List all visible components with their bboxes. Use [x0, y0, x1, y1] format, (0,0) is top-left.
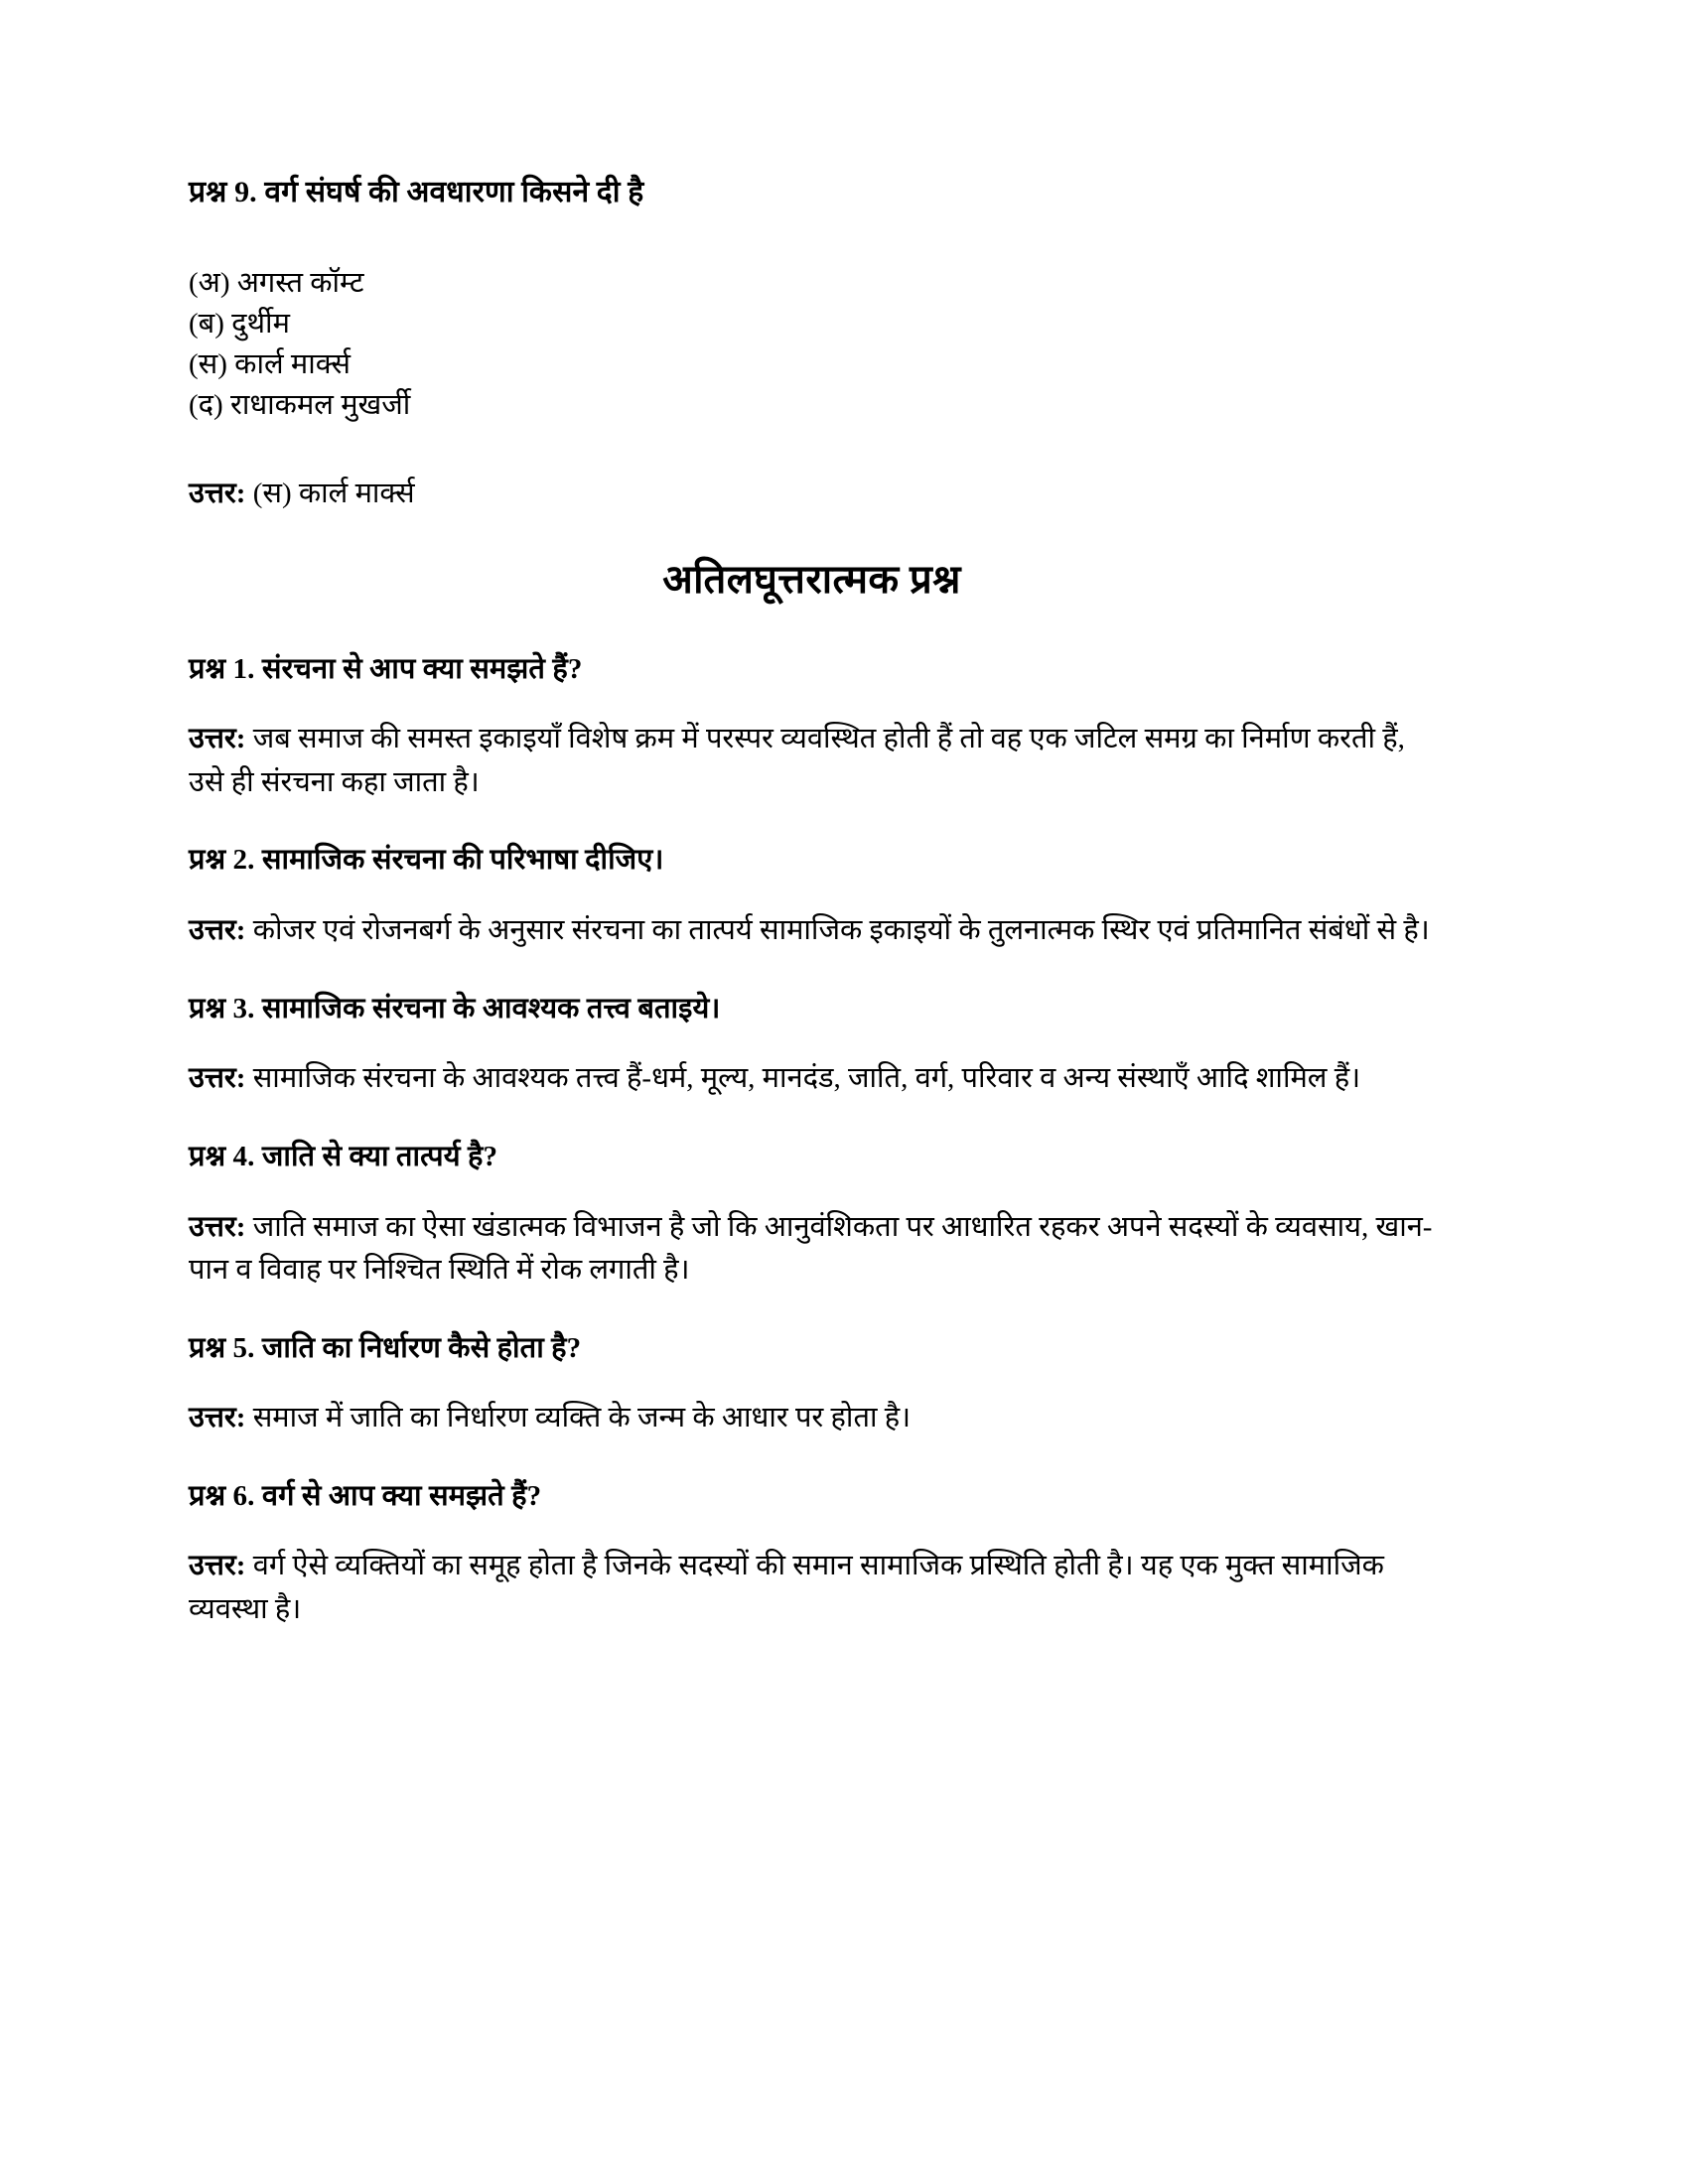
qa-item-2	[189, 842, 1435, 952]
qa-answer-5	[189, 1397, 1435, 1440]
section-heading: अतिलघूत्तरात्मक प्रश्न	[662, 556, 961, 602]
qa-item-3	[189, 991, 1435, 1101]
qa-item-6	[189, 1478, 1435, 1632]
mcq-option-list	[189, 263, 1435, 427]
answer-label: उत्तर:	[189, 1402, 246, 1434]
mcq-option-b[interactable]: (ब) दुर्थीम	[189, 307, 290, 340]
answer-label: उत्तर:	[189, 478, 246, 510]
mcq-answer-text: (स) कार्ल मार्क्स	[245, 478, 415, 510]
qa-answer-text-3: सामाजिक संरचना के आवश्यक तत्त्व हैं-धर्म, मूल्य, मानदंड, जाति, वर्ग, परिवार व अन्य संस्थाएँ आदि शामिल हैं।	[245, 1062, 1361, 1095]
qa-question-3: प्रश्न 3. सामाजिक संरचना के आवश्यक तत्त्व बताइये।	[189, 992, 721, 1024]
mcq-answer	[189, 474, 1435, 514]
mcq-option-a[interactable]: (अ) अगस्त कॉम्ट	[189, 266, 364, 299]
answer-label: उत्तर:	[189, 1550, 246, 1582]
qa-answer-1	[189, 718, 1435, 804]
qa-question-6: प्रश्न 6. वर्ग से आप क्या समझते हैं?	[189, 1479, 542, 1512]
qa-answer-4	[189, 1206, 1435, 1293]
qa-item-4	[189, 1139, 1435, 1293]
answer-label: उत्तर:	[189, 1062, 246, 1095]
qa-item-5	[189, 1330, 1435, 1440]
qa-answer-6	[189, 1545, 1435, 1631]
qa-answer-text-4: जाति समाज का ऐसा खंडात्मक विभाजन है जो कि आनुवंशिकता पर आधारित रहकर अपने सदस्यों के व्यवसाय, खान-पान व विवाह पर निश्चित स्थिति में रोक लगाती है।	[189, 1210, 1433, 1287]
qa-answer-text-6: वर्ग ऐसे व्यक्तियों का समूह होता है जिनके सदस्यों की समान सामाजिक प्रस्थिति होती है। यह एक मुक्त सामाजिक व्यवस्था है।	[189, 1550, 1384, 1625]
qa-answer-2	[189, 909, 1435, 953]
mcq-question-heading: प्रश्न 9. वर्ग संघर्ष की अवधारणा किसने दी है	[189, 176, 644, 208]
qa-question-2: प्रश्न 2. सामाजिक संरचना की परिभाषा दीजिए।	[189, 844, 664, 877]
qa-question-5: प्रश्न 5. जाति का निर्धारण कैसे होता है?	[189, 1331, 582, 1364]
qa-answer-3	[189, 1057, 1435, 1101]
answer-label: उत्तर:	[189, 914, 246, 947]
qa-item-1	[189, 651, 1435, 805]
answer-label: उत्तर:	[189, 723, 246, 755]
qa-question-1: प्रश्न 1. संरचना से आप क्या समझते हैं?	[189, 652, 583, 685]
qa-list	[189, 651, 1435, 1632]
qa-question-4: प्रश्न 4. जाति से क्या तात्पर्य है?	[189, 1140, 498, 1172]
answer-label: उत्तर:	[189, 1210, 246, 1243]
mcq-option-c[interactable]: (स) कार्ल मार्क्स	[189, 347, 351, 380]
mcq-option-d[interactable]: (द) राधाकमल मुखर्जी	[189, 389, 411, 422]
qa-answer-text-2: कोजर एवं रोजनबर्ग के अनुसार संरचना का तात्पर्य सामाजिक इकाइयों के तुलनात्मक स्थिर एवं प्रतिमानित संबंधों से है।	[245, 914, 1430, 947]
qa-answer-text-1: जब समाज की समस्त इकाइयाँ विशेष क्रम में परस्पर व्यवस्थित होती हैं तो वह एक जटिल समग्र का निर्माण करती हैं, उसे ही संरचना कहा जाता है।	[189, 723, 1405, 798]
qa-answer-text-5: समाज में जाति का निर्धारण व्यक्ति के जन्म के आधार पर होता है।	[245, 1402, 912, 1434]
